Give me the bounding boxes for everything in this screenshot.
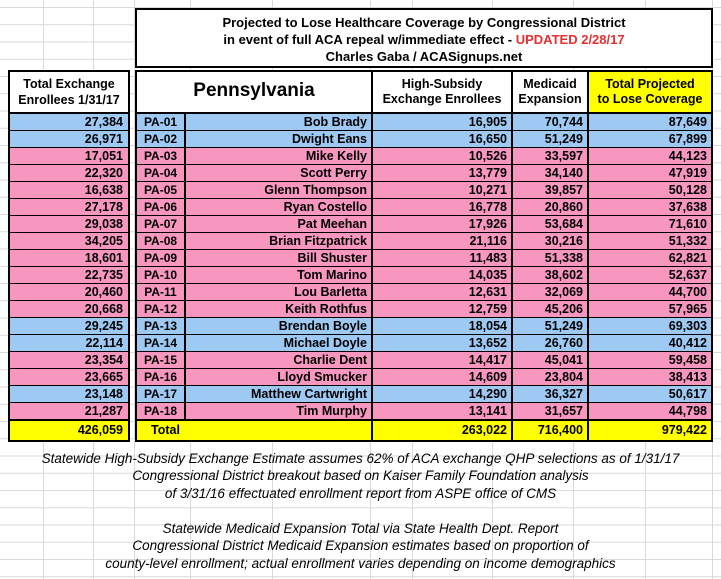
high-subsidy-cell: 13,779 [373, 165, 513, 181]
medicaid-cell: 23,804 [513, 369, 589, 385]
exchange-enrollees-cell: 23,665 [10, 369, 128, 386]
state-header-cell: Pennsylvania [137, 72, 373, 112]
total-coverage-cell: 979,422 [661, 423, 707, 437]
medicaid-header-cell [513, 72, 589, 112]
exchange-enrollees-cell: 16,638 [10, 182, 128, 199]
high-subsidy-cell: 16,650 [373, 131, 513, 147]
representative-cell: Dwight Eans [186, 131, 373, 147]
exchange-enrollees-header-line-1: Total Exchange [23, 77, 115, 91]
table-total-row [137, 420, 711, 440]
high-subsidy-cell: 14,290 [373, 386, 513, 402]
district-cell: PA-08 [137, 233, 186, 249]
table-row [137, 182, 711, 199]
footnote-line: county-level enrollment; actual enrollment varies depending on income demographics [105, 555, 616, 571]
total-projected-header-line-2: to Lose Coverage [597, 92, 703, 106]
district-cell: PA-15 [137, 352, 186, 368]
exchange-enrollees-cell: 23,148 [10, 386, 128, 403]
district-cell: PA-06 [137, 199, 186, 215]
exchange-enrollees-cell: 27,384 [10, 114, 128, 131]
representative-cell: Brian Fitzpatrick [186, 233, 373, 249]
total-cell: 38,413 [668, 370, 707, 384]
table-body [137, 114, 711, 420]
representative-cell: Mike Kelly [186, 148, 373, 164]
table-row [137, 284, 711, 301]
medicaid-cell: 20,860 [513, 199, 589, 215]
footnote-block-exchange [0, 450, 721, 502]
total-cell: 69,303 [668, 319, 707, 333]
medicaid-cell: 36,327 [513, 386, 589, 402]
table-row [137, 369, 711, 386]
exchange-enrollees-cell: 34,205 [10, 233, 128, 250]
district-cell: PA-17 [137, 386, 186, 402]
table-row [137, 216, 711, 233]
table-row [137, 267, 711, 284]
exchange-enrollees-cell: 29,245 [10, 318, 128, 335]
footnote-line: Congressional District Medicaid Expansion estimates based on proportion of [132, 538, 589, 554]
representative-cell: Lloyd Smucker [186, 369, 373, 385]
medicaid-cell: 31,657 [513, 403, 589, 419]
updated-date-text: UPDATED 2/28/17 [515, 32, 625, 47]
exchange-enrollees-cell: 22,735 [10, 267, 128, 284]
medicaid-cell: 53,684 [513, 216, 589, 232]
attribution-line: Charles Gaba / ACASignups.net [325, 49, 523, 64]
representative-cell: Glenn Thompson [186, 182, 373, 198]
title-line-2 [137, 31, 711, 48]
total-cell: 71,610 [668, 217, 707, 231]
total-high-subsidy-cell: 263,022 [373, 421, 513, 440]
representative-cell: Keith Rothfus [186, 301, 373, 317]
medicaid-cell: 51,338 [513, 250, 589, 266]
medicaid-header-line-1: Medicaid [523, 77, 577, 91]
representative-cell: Bill Shuster [186, 250, 373, 266]
representative-cell: Pat Meehan [186, 216, 373, 232]
representative-cell: Scott Perry [186, 165, 373, 181]
exchange-enrollees-cell: 27,178 [10, 199, 128, 216]
exchange-enrollees-header [10, 72, 128, 114]
district-cell: PA-04 [137, 165, 186, 181]
left-total-cell: 426,059 [10, 420, 128, 440]
table-row [137, 250, 711, 267]
representative-cell: Ryan Costello [186, 199, 373, 215]
representative-cell: Brendan Boyle [186, 318, 373, 334]
representative-cell: Tom Marino [186, 267, 373, 283]
district-cell: PA-11 [137, 284, 186, 300]
exchange-enrollees-cell: 17,051 [10, 148, 128, 165]
medicaid-cell: 34,140 [513, 165, 589, 181]
total-cell: 59,458 [668, 353, 707, 367]
total-cell: 50,617 [668, 387, 707, 401]
representative-cell: Tim Murphy [186, 403, 373, 419]
medicaid-cell: 45,206 [513, 301, 589, 317]
high-subsidy-cell: 13,652 [373, 335, 513, 351]
high-subsidy-cell: 11,483 [373, 250, 513, 266]
table-row [137, 352, 711, 369]
title-line-1: Projected to Lose Healthcare Coverage by Congressional District [222, 15, 626, 30]
total-cell: 57,965 [668, 302, 707, 316]
total-cell: 67,899 [668, 132, 707, 146]
high-subsidy-cell: 12,631 [373, 284, 513, 300]
exchange-enrollees-cell: 26,971 [10, 131, 128, 148]
table-row [137, 199, 711, 216]
high-subsidy-cell: 12,759 [373, 301, 513, 317]
exchange-enrollees-cell: 23,354 [10, 352, 128, 369]
exchange-enrollees-cell: 18,601 [10, 250, 128, 267]
total-cell: 37,638 [668, 200, 707, 214]
high-subsidy-cell: 17,926 [373, 216, 513, 232]
exchange-enrollees-cell: 20,668 [10, 301, 128, 318]
exchange-enrollees-rows [10, 114, 128, 420]
medicaid-header-line-2: Expansion [518, 92, 582, 106]
footnote-line: Statewide High-Subsidy Exchange Estimate assumes 62% of ACA exchange QHP selections as of 1/31/17 [41, 451, 680, 466]
medicaid-cell: 30,216 [513, 233, 589, 249]
medicaid-cell: 70,744 [513, 114, 589, 130]
high-subsidy-cell: 21,116 [373, 233, 513, 249]
high-subsidy-cell: 14,035 [373, 267, 513, 283]
total-medicaid-cell: 716,400 [513, 421, 589, 440]
district-cell: PA-14 [137, 335, 186, 351]
high-subsidy-cell: 10,271 [373, 182, 513, 198]
medicaid-cell: 39,857 [513, 182, 589, 198]
district-cell: PA-05 [137, 182, 186, 198]
high-subsidy-cell: 10,526 [373, 148, 513, 164]
high-subsidy-header-cell [373, 72, 513, 112]
table-row [137, 114, 711, 131]
total-label-cell: Total [137, 421, 373, 440]
footnote-line: of 3/31/16 effectuated enrollment report from ASPE office of CMS [164, 485, 557, 501]
table-row [137, 131, 711, 148]
medicaid-cell: 38,602 [513, 267, 589, 283]
exchange-enrollees-header-line-2: Enrollees 1/31/17 [18, 93, 120, 107]
exchange-enrollees-cell: 22,320 [10, 165, 128, 182]
high-subsidy-cell: 16,778 [373, 199, 513, 215]
footnote-line: Statewide Medicaid Expansion Total via State Health Dept. Report [162, 521, 559, 536]
exchange-enrollees-block [8, 70, 130, 442]
district-cell: PA-18 [137, 403, 186, 419]
total-cell: 44,123 [668, 149, 707, 163]
district-cell: PA-13 [137, 318, 186, 334]
medicaid-cell: 33,597 [513, 148, 589, 164]
medicaid-cell: 51,249 [513, 318, 589, 334]
total-cell: 44,798 [668, 404, 707, 418]
title-line-2-text: in event of full ACA repeal w/immediate effect - [223, 32, 516, 47]
table-row [137, 318, 711, 335]
total-cell: 40,412 [668, 336, 707, 350]
total-cell: 47,919 [668, 166, 707, 180]
high-subsidy-cell: 16,905 [373, 114, 513, 130]
representative-cell: Matthew Cartwright [186, 386, 373, 402]
district-cell: PA-01 [137, 114, 186, 130]
representative-cell: Charlie Dent [186, 352, 373, 368]
total-cell: 44,700 [668, 285, 707, 299]
total-cell: 50,128 [668, 183, 707, 197]
high-subsidy-cell: 13,141 [373, 403, 513, 419]
high-subsidy-cell: 18,054 [373, 318, 513, 334]
medicaid-cell: 51,249 [513, 131, 589, 147]
representative-cell: Lou Barletta [186, 284, 373, 300]
high-subsidy-cell: 14,609 [373, 369, 513, 385]
high-subsidy-header-line-2: Exchange Enrollees [382, 92, 502, 106]
district-cell: PA-10 [137, 267, 186, 283]
total-cell: 51,332 [668, 234, 707, 248]
footnote-block-medicaid [0, 520, 721, 572]
total-cell: 62,821 [668, 251, 707, 265]
district-cell: PA-09 [137, 250, 186, 266]
exchange-enrollees-cell: 22,114 [10, 335, 128, 352]
table-row [137, 335, 711, 352]
title-block [135, 8, 713, 68]
district-cell: PA-12 [137, 301, 186, 317]
total-cell: 52,637 [668, 268, 707, 282]
total-projected-header-line-1: Total Projected [605, 77, 695, 91]
coverage-table [135, 70, 713, 442]
representative-cell: Michael Doyle [186, 335, 373, 351]
high-subsidy-header-line-1: High-Subsidy [401, 77, 483, 91]
total-projected-header-cell [589, 72, 711, 112]
district-cell: PA-02 [137, 131, 186, 147]
total-cell: 87,649 [668, 115, 707, 129]
district-cell: PA-16 [137, 369, 186, 385]
table-row [137, 403, 711, 420]
table-header-row [137, 72, 711, 114]
exchange-enrollees-cell: 20,460 [10, 284, 128, 301]
table-row [137, 165, 711, 182]
district-cell: PA-07 [137, 216, 186, 232]
representative-cell: Bob Brady [186, 114, 373, 130]
exchange-enrollees-cell: 29,038 [10, 216, 128, 233]
table-row [137, 386, 711, 403]
exchange-enrollees-cell: 21,287 [10, 403, 128, 420]
high-subsidy-cell: 14,417 [373, 352, 513, 368]
district-cell: PA-03 [137, 148, 186, 164]
medicaid-cell: 32,069 [513, 284, 589, 300]
medicaid-cell: 45,041 [513, 352, 589, 368]
table-row [137, 148, 711, 165]
table-row [137, 301, 711, 318]
table-row [137, 233, 711, 250]
medicaid-cell: 26,760 [513, 335, 589, 351]
footnote-line: Congressional District breakout based on Kaiser Family Foundation analysis [132, 468, 589, 484]
